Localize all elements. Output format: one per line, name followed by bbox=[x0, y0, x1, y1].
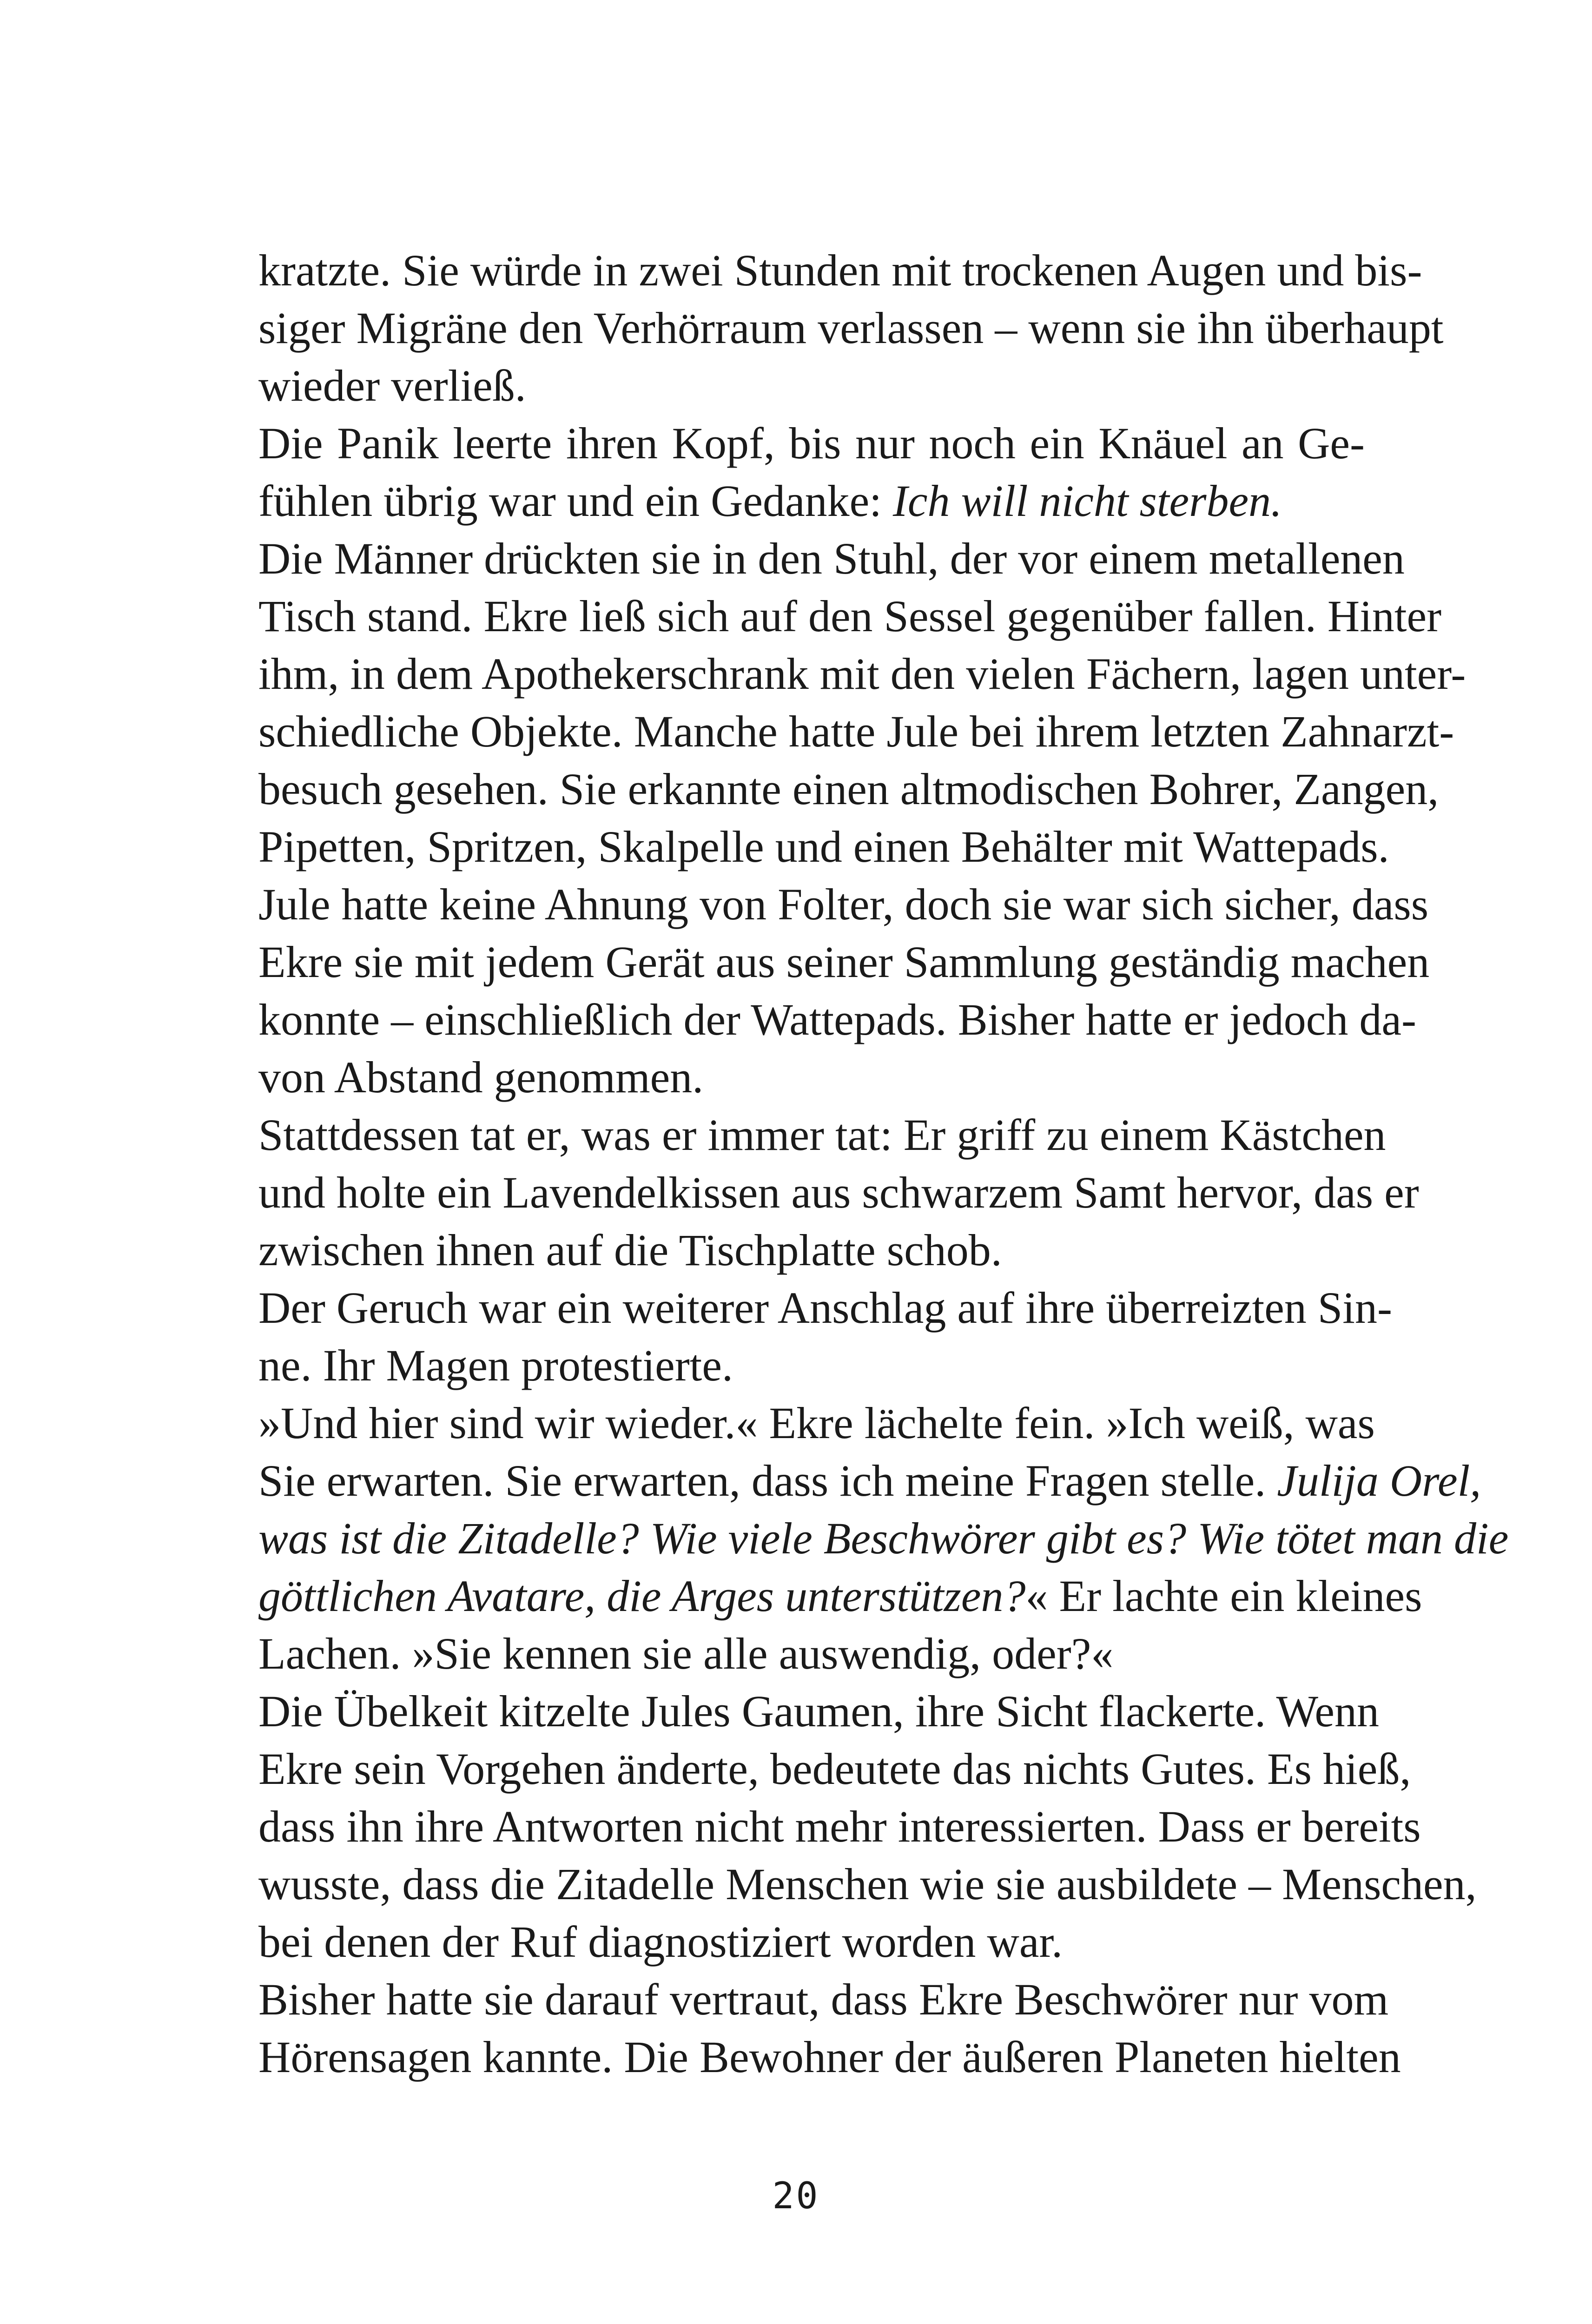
text-line: zwischen ihnen auf die Tischplatte schob. bbox=[258, 1225, 1002, 1275]
text-line: und holte ein Lavendelkissen aus schwarzem Samt hervor, das er bbox=[258, 1168, 1419, 1217]
text-line: Tisch stand. Ekre ließ sich auf den Sessel gegenüber fallen. Hinter bbox=[258, 591, 1442, 641]
text-line: konnte – einschließlich der Wattepads. Bisher hatte er jedoch da- bbox=[258, 995, 1416, 1044]
paragraph-7 bbox=[258, 1394, 1509, 1683]
text-line: Hörensagen kannte. Die Bewohner der äußeren Planeten hielten bbox=[258, 2032, 1401, 2082]
text-line: dass ihn ihre Antworten nicht mehr interessierten. Dass er bereits bbox=[258, 1802, 1421, 1851]
paragraph-5 bbox=[258, 1106, 1419, 1279]
text-segment: Sie erwarten. Sie erwarten, dass ich meine Fragen stelle. bbox=[258, 1456, 1277, 1505]
paragraph-3 bbox=[258, 530, 1466, 876]
paragraph-6 bbox=[258, 1279, 1392, 1394]
text-line: Pipetten, Spritzen, Skalpelle und einen Behälter mit Wattepads. bbox=[258, 822, 1389, 872]
paragraph-2 bbox=[258, 415, 1365, 530]
text-line bbox=[258, 1452, 1481, 1510]
text-line: schiedliche Objekte. Manche hatte Jule bei ihrem letzten Zahnarzt- bbox=[258, 706, 1454, 756]
paragraph-4 bbox=[258, 876, 1430, 1106]
text-line bbox=[258, 1567, 1422, 1625]
italic-question: was ist die Zitadelle? Wie viele Beschwörer gibt es? Wie tötet man die bbox=[258, 1513, 1509, 1563]
text-line: ne. Ihr Magen protestierte. bbox=[258, 1340, 733, 1390]
text-line: Der Geruch war ein weiterer Anschlag auf ihre überreizten Sin- bbox=[258, 1283, 1392, 1333]
text-line: besuch gesehen. Sie erkannte einen altmodischen Bohrer, Zangen, bbox=[258, 764, 1439, 814]
text-line: bei denen der Ruf diagnostiziert worden war. bbox=[258, 1917, 1063, 1967]
text-line: Stattdessen tat er, was er immer tat: Er griff zu einem Kästchen bbox=[258, 1110, 1386, 1160]
text-line: Ekre sie mit jedem Gerät aus seiner Sammlung geständig machen bbox=[258, 937, 1430, 987]
text-line: wieder verließ. bbox=[258, 361, 526, 410]
text-line: siger Migräne den Verhörraum verlassen – wenn sie ihn überhaupt bbox=[258, 303, 1444, 353]
body-text bbox=[258, 242, 1509, 2086]
page-number: 20 bbox=[772, 2175, 820, 2217]
paragraph-8 bbox=[258, 1683, 1477, 1971]
italic-thought: Ich will nicht sterben. bbox=[892, 476, 1282, 526]
text-line: ihm, in dem Apothekerschrank mit den vielen Fächern, lagen unter- bbox=[258, 649, 1466, 699]
text-line: »Und hier sind wir wieder.« Ekre lächelte fein. »Ich weiß, was bbox=[258, 1398, 1375, 1448]
text-line: wusste, dass die Zitadelle Menschen wie sie ausbildete – Menschen, bbox=[258, 1859, 1477, 1909]
italic-question: Julija Orel, bbox=[1277, 1456, 1481, 1505]
text-line: kratzte. Sie würde in zwei Stunden mit trockenen Augen und bis- bbox=[258, 245, 1422, 295]
text-line: Lachen. »Sie kennen sie alle auswendig, oder?« bbox=[258, 1629, 1114, 1678]
text-line bbox=[258, 472, 1365, 530]
italic-question: göttlichen Avatare, die Arges unterstützen? bbox=[258, 1571, 1026, 1621]
text-line: von Abstand genommen. bbox=[258, 1052, 704, 1102]
paragraph-1 bbox=[258, 242, 1444, 415]
paragraph-9 bbox=[258, 1971, 1401, 2086]
text-line: Ekre sein Vorgehen änderte, bedeutete das nichts Gutes. Es hieß, bbox=[258, 1744, 1411, 1794]
text-line: Die Übelkeit kitzelte Jules Gaumen, ihre Sicht flackerte. Wenn bbox=[258, 1686, 1380, 1736]
text-line: Bisher hatte sie darauf vertraut, dass Ekre Beschwörer nur vom bbox=[258, 1974, 1389, 2024]
text-line bbox=[258, 1510, 1509, 1567]
text-segment: fühlen übrig war und ein Gedanke: bbox=[258, 476, 893, 526]
text-line: Jule hatte keine Ahnung von Folter, doch sie war sich sicher, dass bbox=[258, 879, 1429, 929]
text-line: Die Männer drückten sie in den Stuhl, der vor einem metallenen bbox=[258, 534, 1405, 583]
text-line: Die Panik leerte ihren Kopf, bis nur noch ein Knäuel an Ge- bbox=[258, 418, 1365, 468]
text-segment: « Er lachte ein kleines bbox=[1025, 1571, 1422, 1621]
